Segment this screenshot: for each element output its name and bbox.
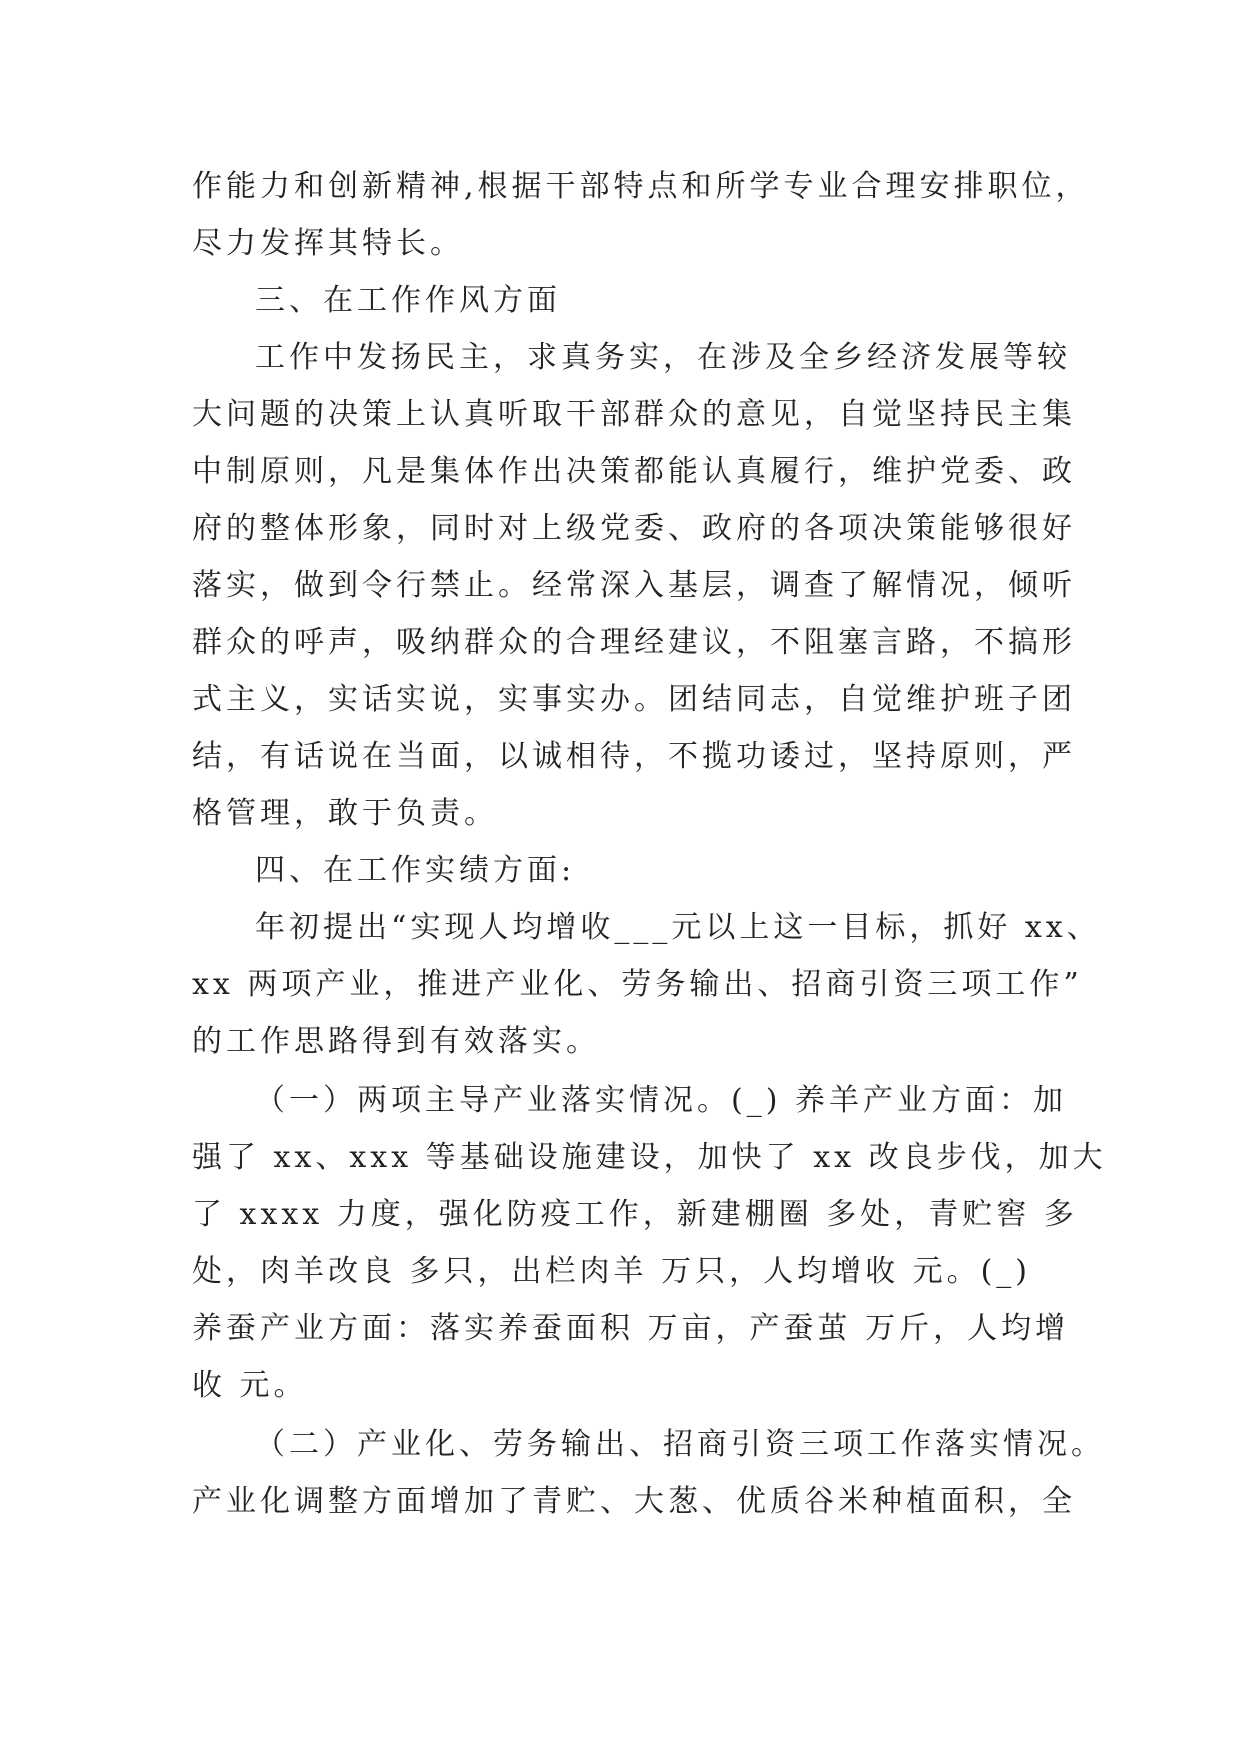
text-line: 的工作思路得到有效落实。 (192, 1024, 600, 1059)
text-line: 了 xxxx 力度，强化防疫工作，新建棚圈 多处，青贮窖 多 (192, 1197, 1078, 1232)
text-line: 作能力和创新精神,根据干部特点和所学专业合理安排职位， (192, 169, 1090, 204)
text-line: 群众的呼声，吸纳群众的合理经建议，不阻塞言路，不搞形 (192, 625, 1076, 660)
text-line: 式主义，实话实说，实事实办。团结同志，自觉维护班子团 (192, 682, 1076, 717)
text-line: 收 元。 (192, 1368, 308, 1403)
text-line: 产业化调整方面增加了青贮、大葱、优质谷米种植面积，全 (192, 1484, 1076, 1519)
text-line: xx 两项产业，推进产业化、劳务输出、招商引资三项工作” (192, 967, 1083, 1002)
text-line: 年初提出“实现人均增收___元以上这一目标，抓好 xx、 (255, 910, 1101, 945)
text-line: 工作中发扬民主，求真务实，在涉及全乡经济发展等较 (255, 340, 1071, 375)
text-line: 处，肉羊改良 多只，出栏肉羊 万只，人均增收 元。(_) (192, 1254, 1032, 1289)
text-line: 尽力发挥其特长。 (192, 226, 464, 261)
section-heading: 四、在工作实绩方面: (255, 853, 576, 888)
text-line: 结，有话说在当面，以诚相待，不揽功诿过，坚持原则，严 (192, 739, 1076, 774)
document-body (192, 158, 1107, 1530)
text-line: 强了 xx、xxx 等基础设施建设，加快了 xx 改良步伐，加大 (192, 1140, 1107, 1175)
text-line: 落实，做到令行禁止。经常深入基层，调查了解情况，倾听 (192, 568, 1076, 603)
subsection-heading: （二）产业化、劳务输出、招商引资三项工作落实情况。 (255, 1427, 1105, 1462)
section-heading: 三、在工作作风方面 (255, 283, 561, 318)
subsection-heading: （一）两项主导产业落实情况。(_) 养羊产业方面：加 (255, 1083, 1067, 1118)
text-line: 养蚕产业方面：落实养蚕面积 万亩，产蚕茧 万斤，人均增 (192, 1311, 1070, 1346)
text-line: 府的整体形象，同时对上级党委、政府的各项决策能够很好 (192, 511, 1076, 546)
text-line: 大问题的决策上认真听取干部群众的意见，自觉坚持民主集 (192, 397, 1076, 432)
text-line: 格管理，敢于负责。 (192, 796, 498, 831)
text-line: 中制原则，凡是集体作出决策都能认真履行，维护党委、政 (192, 454, 1076, 489)
